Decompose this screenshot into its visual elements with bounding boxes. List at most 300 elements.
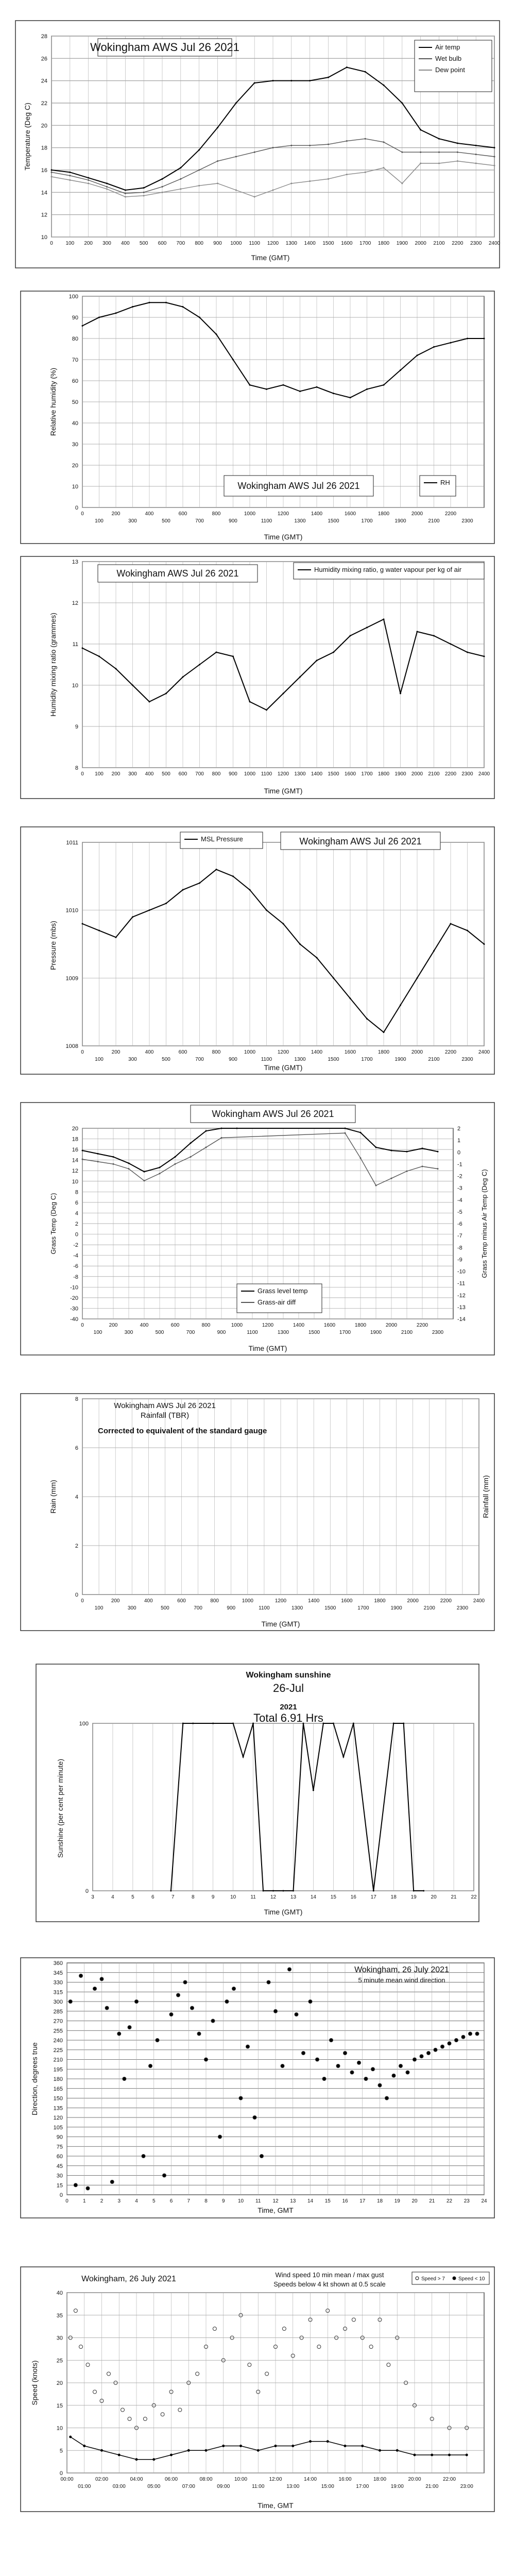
data-point xyxy=(399,2064,403,2068)
x-tick-label: 1600 xyxy=(344,1049,356,1055)
y-tick-label: 100 xyxy=(68,294,78,300)
y-tick-label: 60 xyxy=(72,378,78,384)
x-tick-label: 24 xyxy=(481,2198,487,2204)
y-right-tick-label: -1 xyxy=(457,1161,462,1168)
data-point xyxy=(199,883,200,884)
x-tick-label: 900 xyxy=(229,1057,237,1062)
x-tick-label: 1800 xyxy=(377,241,390,246)
y-tick-label: 15 xyxy=(56,2402,63,2409)
x-tick-label: 22:00 xyxy=(442,2477,456,2482)
data-point xyxy=(236,1128,238,1129)
y-right-tick-label: -5 xyxy=(457,1209,462,1215)
y-tick-label: 1008 xyxy=(65,1043,78,1049)
y-tick-label: 240 xyxy=(53,2038,63,2044)
x-tick-label: 1800 xyxy=(377,1049,390,1055)
data-point xyxy=(383,619,385,620)
x-tick-label: 11:00 xyxy=(252,2484,265,2489)
data-point xyxy=(263,1890,264,1892)
data-point xyxy=(79,1974,83,1978)
y-tick-label: -40 xyxy=(70,1316,78,1323)
sunshine-chart xyxy=(0,1659,515,1927)
x-tick-label: 09:00 xyxy=(217,2484,230,2489)
y-tick-label: -2 xyxy=(73,1242,78,1249)
data-point xyxy=(283,1890,284,1892)
x-tick-label: 800 xyxy=(212,771,221,777)
y-tick-label: 12 xyxy=(72,600,78,606)
data-point xyxy=(457,151,458,153)
x-tick-label: 1900 xyxy=(390,1605,402,1611)
x-tick-label: 1900 xyxy=(394,518,406,524)
data-point xyxy=(93,1987,97,1991)
x-tick-label: 1200 xyxy=(277,1049,289,1055)
data-point xyxy=(391,1150,392,1151)
legend-label: Wet bulb xyxy=(435,55,462,62)
y-tick-label: 10 xyxy=(56,2425,63,2432)
data-point xyxy=(82,1150,83,1151)
x-axis-label: Time, GMT xyxy=(258,2501,294,2510)
y-right-tick-label: 1 xyxy=(457,1138,461,1144)
data-point xyxy=(204,2058,208,2061)
data-point xyxy=(198,170,200,171)
data-point xyxy=(97,1153,99,1155)
wind-speed-chart xyxy=(0,2262,515,2514)
x-tick-label: 600 xyxy=(178,1049,187,1055)
x-tick-label: 2200 xyxy=(452,241,464,246)
x-tick-label: 1700 xyxy=(361,1057,373,1062)
data-point xyxy=(484,943,485,945)
y-tick-label: 345 xyxy=(53,1970,63,1976)
y-tick-label: 10 xyxy=(72,1178,78,1185)
data-point xyxy=(254,196,255,198)
data-point xyxy=(423,1890,424,1892)
data-point xyxy=(333,393,334,394)
y-tick-label: 8 xyxy=(75,1189,78,1196)
y-right-tick-label: -4 xyxy=(457,1197,462,1204)
data-point xyxy=(98,656,100,657)
data-point xyxy=(74,2183,77,2187)
data-point xyxy=(344,2052,347,2055)
y-tick-label: 195 xyxy=(53,2066,63,2073)
x-tick-label: 1 xyxy=(82,2198,86,2204)
data-point xyxy=(366,388,368,390)
x-tick-label: 600 xyxy=(178,511,187,517)
data-point xyxy=(427,2052,431,2055)
x-tick-label: 700 xyxy=(195,771,204,777)
data-point xyxy=(467,930,468,931)
y-tick-label: 25 xyxy=(56,2358,63,2364)
data-point xyxy=(253,2116,256,2120)
data-point xyxy=(97,1161,99,1162)
data-point xyxy=(235,190,237,191)
x-axis-label: Time (GMT) xyxy=(264,533,303,541)
x-tick-label: 1600 xyxy=(344,771,356,777)
rainfall-chart-panel xyxy=(0,1388,515,1636)
data-point xyxy=(246,2045,250,2048)
x-tick-label: 0 xyxy=(50,241,53,246)
data-point xyxy=(235,156,237,158)
y-tick-label: 30 xyxy=(72,442,78,448)
x-tick-label: 900 xyxy=(229,518,237,524)
x-axis-label: Time (GMT) xyxy=(264,1908,303,1916)
data-point xyxy=(162,178,163,180)
y-tick-label: 4 xyxy=(75,1494,78,1500)
y-tick-label: 20 xyxy=(72,463,78,469)
x-tick-label: 1300 xyxy=(285,241,297,246)
x-tick-label: 20:00 xyxy=(408,2477,421,2482)
data-point xyxy=(82,648,83,649)
x-tick-label: 16:00 xyxy=(338,2477,352,2482)
data-point xyxy=(365,71,366,73)
y-right-tick-label: -9 xyxy=(457,1257,462,1263)
data-point xyxy=(232,1723,234,1724)
data-point xyxy=(217,127,218,128)
y-tick-label: 8 xyxy=(75,1396,78,1402)
data-point xyxy=(125,190,126,191)
data-point xyxy=(283,923,284,925)
data-point xyxy=(88,179,89,181)
data-point xyxy=(350,997,351,999)
data-point xyxy=(494,156,495,158)
data-point xyxy=(125,193,126,194)
y-axis-label: Temperature (Deg C) xyxy=(23,103,31,171)
x-tick-label: 2200 xyxy=(444,1049,457,1055)
chart-subtitle: 5 minute mean wind direction xyxy=(358,1976,445,1984)
data-point xyxy=(299,391,301,392)
data-point xyxy=(391,1178,392,1179)
x-tick-label: 11 xyxy=(250,1894,256,1900)
wind-direction-chart xyxy=(0,1953,515,2221)
data-point xyxy=(113,1163,114,1165)
y-axis-label: Direction, degrees true xyxy=(30,2042,39,2115)
x-tick-label: 14:00 xyxy=(303,2477,317,2482)
chart-title: Wokingham AWS Jul 26 2021 xyxy=(237,481,360,491)
y-tick-label: 0 xyxy=(59,2192,63,2198)
x-tick-label: 03:00 xyxy=(112,2484,126,2489)
data-point xyxy=(82,923,83,925)
chart-title: Wokingham AWS Jul 26 2021 xyxy=(114,1401,216,1410)
data-point xyxy=(455,2039,458,2042)
data-point xyxy=(378,2083,382,2087)
data-point xyxy=(51,172,53,173)
y-tick-label: 100 xyxy=(79,1721,89,1727)
legend-label: Air temp xyxy=(435,43,460,51)
data-point xyxy=(132,916,133,918)
data-point xyxy=(484,656,485,657)
data-point xyxy=(177,1993,180,1997)
x-tick-label: 200 xyxy=(111,771,121,777)
data-point xyxy=(360,1132,362,1133)
x-tick-label: 1300 xyxy=(294,771,306,777)
rainfall-chart xyxy=(0,1388,515,1636)
data-point xyxy=(383,1031,385,1033)
x-tick-label: 21 xyxy=(451,1894,457,1900)
x-tick-label: 0 xyxy=(81,511,84,517)
data-point xyxy=(433,950,435,952)
x-tick-label: 10:00 xyxy=(234,2477,248,2482)
data-point xyxy=(365,172,366,173)
y-axis-label: Rain (mm) xyxy=(49,1480,57,1514)
data-point xyxy=(420,129,421,131)
y-tick-label: 6 xyxy=(75,1199,78,1206)
y-tick-label: -4 xyxy=(73,1252,78,1259)
data-point xyxy=(401,183,403,184)
y-right-tick-label: -11 xyxy=(457,1280,466,1287)
data-point xyxy=(142,2155,145,2158)
x-tick-label: 700 xyxy=(195,518,204,524)
x-tick-label: 00:00 xyxy=(60,2477,74,2482)
data-point xyxy=(272,190,274,191)
data-point xyxy=(190,1142,192,1144)
data-point xyxy=(165,903,167,904)
y-tick-label: 1009 xyxy=(65,975,78,982)
y-tick-label: 30 xyxy=(56,2173,63,2179)
data-point xyxy=(128,1168,130,1170)
x-tick-label: 2000 xyxy=(411,1049,423,1055)
legend-label: Grass level temp xyxy=(258,1287,308,1295)
x-tick-label: 1700 xyxy=(339,1330,351,1335)
x-tick-label: 2300 xyxy=(461,771,473,777)
x-tick-label: 17 xyxy=(370,1894,376,1900)
data-point xyxy=(290,80,292,81)
x-tick-label: 2300 xyxy=(461,1057,473,1062)
data-point xyxy=(165,302,167,303)
data-point xyxy=(183,1980,187,1984)
data-point xyxy=(162,186,163,188)
y-tick-label: 2 xyxy=(75,1221,78,1227)
y-axis-label: Grass Temp (Deg C) xyxy=(49,1193,57,1255)
data-point xyxy=(199,664,200,666)
x-tick-label: 18 xyxy=(376,2198,383,2204)
pressure-chart xyxy=(0,822,515,1079)
data-point xyxy=(68,2000,72,2004)
data-point xyxy=(467,338,468,340)
x-tick-label: 19:00 xyxy=(390,2484,404,2489)
x-tick-label: 4 xyxy=(111,1894,114,1900)
wind-direction-chart-panel xyxy=(0,1953,515,2221)
x-tick-label: 1000 xyxy=(244,511,256,517)
y-right-tick-label: -12 xyxy=(457,1292,466,1299)
data-point xyxy=(406,1171,408,1172)
x-tick-label: 12:00 xyxy=(269,2477,282,2482)
data-point xyxy=(316,2058,319,2061)
data-point xyxy=(283,693,284,694)
x-tick-label: 700 xyxy=(195,1057,204,1062)
x-tick-label: 20 xyxy=(411,2198,418,2204)
data-point xyxy=(322,2077,326,2081)
data-point xyxy=(272,80,274,81)
y-tick-label: 105 xyxy=(53,2124,63,2131)
x-tick-label: 400 xyxy=(145,511,154,517)
x-axis-label: Time (GMT) xyxy=(251,253,290,262)
y-tick-label: 9 xyxy=(75,724,78,730)
data-point xyxy=(182,676,184,678)
data-point xyxy=(383,84,385,86)
y-right-tick-label: -2 xyxy=(457,1173,462,1180)
x-tick-label: 200 xyxy=(109,1323,118,1328)
x-tick-label: 11 xyxy=(255,2198,261,2204)
y-tick-label: 60 xyxy=(56,2154,63,2160)
y-tick-label: 75 xyxy=(56,2144,63,2150)
legend-marker xyxy=(453,2277,456,2280)
data-point xyxy=(422,1166,423,1167)
x-tick-label: 200 xyxy=(111,511,121,517)
x-tick-label: 15 xyxy=(324,2198,331,2204)
x-tick-label: 1100 xyxy=(247,1330,258,1335)
data-point xyxy=(51,170,53,171)
x-axis-label: Time (GMT) xyxy=(264,787,303,795)
x-tick-label: 900 xyxy=(217,1330,226,1335)
humidity-chart xyxy=(0,286,515,549)
data-point xyxy=(232,875,234,877)
data-point xyxy=(302,2052,305,2055)
y-tick-label: 12 xyxy=(41,212,47,218)
data-point xyxy=(400,693,401,694)
x-tick-label: 1300 xyxy=(294,1057,306,1062)
data-point xyxy=(221,1128,222,1129)
data-point xyxy=(309,145,311,146)
mixing-ratio-chart-panel xyxy=(0,551,515,804)
x-tick-label: 200 xyxy=(111,1598,120,1604)
y-tick-label: -10 xyxy=(70,1284,78,1291)
x-tick-label: 19 xyxy=(410,1894,417,1900)
y-right-tick-label: -8 xyxy=(457,1245,462,1251)
x-tick-label: 1600 xyxy=(341,241,353,246)
data-point xyxy=(115,937,117,938)
x-tick-label: 2100 xyxy=(423,1605,435,1611)
pressure-chart-panel xyxy=(0,822,515,1079)
y-tick-label: 5 xyxy=(59,2448,63,2454)
x-tick-label: 1500 xyxy=(308,1330,320,1335)
data-point xyxy=(266,909,267,911)
x-tick-label: 1100 xyxy=(261,1057,272,1062)
x-tick-label: 1500 xyxy=(322,241,334,246)
data-point xyxy=(98,317,100,318)
x-tick-label: 1400 xyxy=(304,241,316,246)
data-point xyxy=(144,1180,145,1181)
data-point xyxy=(371,2067,375,2071)
data-point xyxy=(475,163,477,164)
data-point xyxy=(180,178,181,180)
x-tick-label: 600 xyxy=(178,771,187,777)
x-tick-label: 0 xyxy=(65,2198,68,2204)
data-point xyxy=(98,930,100,931)
chart-title: Wokingham, 26 July 2021 xyxy=(81,2275,176,2283)
x-tick-label: 2100 xyxy=(428,771,440,777)
data-point xyxy=(330,2039,333,2042)
y-tick-label: 150 xyxy=(53,2095,63,2102)
data-point xyxy=(117,2032,121,2036)
x-tick-label: 500 xyxy=(162,518,170,524)
y-tick-label: 80 xyxy=(72,336,78,342)
data-point xyxy=(401,151,403,153)
x-tick-label: 2300 xyxy=(470,241,482,246)
legend-label: Humidity mixing ratio, g water vapour per kg of air xyxy=(314,566,462,573)
x-tick-label: 2400 xyxy=(473,1598,485,1604)
y-right-tick-label: -6 xyxy=(457,1221,462,1227)
x-tick-label: 1700 xyxy=(357,1605,369,1611)
y-axis-right-label: Grass Temp minus Air Temp (Deg C) xyxy=(480,1169,488,1278)
x-tick-label: 100 xyxy=(93,1330,102,1335)
y-tick-label: 11 xyxy=(72,641,78,648)
y-tick-label: 1010 xyxy=(65,907,78,914)
x-tick-label: 100 xyxy=(95,518,104,524)
chart-title: Wokingham AWS Jul 26 2021 xyxy=(212,1109,334,1119)
chart-title: Wokingham AWS Jul 26 2021 xyxy=(116,568,239,579)
y-tick-label: 14 xyxy=(72,1157,78,1164)
x-tick-label: 9 xyxy=(211,1894,215,1900)
x-tick-label: 500 xyxy=(155,1330,164,1335)
y-tick-label: 70 xyxy=(72,357,78,363)
y-axis-label: Humidity mixing ratio (grammes) xyxy=(49,613,57,717)
x-tick-label: 16 xyxy=(350,1894,356,1900)
y-tick-label: 10 xyxy=(72,683,78,689)
x-tick-label: 2200 xyxy=(416,1323,428,1328)
x-tick-label: 2000 xyxy=(411,511,423,517)
data-point xyxy=(360,1157,362,1159)
x-tick-label: 1000 xyxy=(242,1598,253,1604)
x-tick-label: 23:00 xyxy=(460,2484,473,2489)
data-point xyxy=(106,186,108,188)
data-point xyxy=(69,179,71,181)
x-tick-label: 23 xyxy=(464,2198,470,2204)
x-tick-label: 500 xyxy=(162,771,170,777)
data-point xyxy=(106,188,108,190)
y-right-tick-label: -7 xyxy=(457,1233,462,1240)
x-tick-label: 3 xyxy=(117,2198,121,2204)
y-tick-label: 0 xyxy=(59,2470,63,2477)
data-point xyxy=(216,652,217,653)
x-tick-label: 800 xyxy=(212,1049,221,1055)
data-point xyxy=(450,923,452,925)
chart-title: Wokingham AWS Jul 26 2021 xyxy=(299,836,422,846)
y-right-tick-label: 0 xyxy=(457,1149,461,1156)
x-axis-label: Time (GMT) xyxy=(261,1620,300,1628)
data-point xyxy=(385,2096,389,2100)
data-point xyxy=(316,660,318,662)
x-tick-label: 1200 xyxy=(267,241,279,246)
data-point xyxy=(438,138,440,140)
y-tick-label: 120 xyxy=(53,2115,63,2121)
data-point xyxy=(51,176,53,178)
data-point xyxy=(393,1723,394,1724)
x-tick-label: 2200 xyxy=(440,1598,452,1604)
data-point xyxy=(235,103,237,104)
x-tick-label: 1900 xyxy=(394,1057,406,1062)
data-point xyxy=(328,178,329,180)
data-point xyxy=(290,145,292,146)
data-point xyxy=(123,2077,126,2081)
y-tick-label: 18 xyxy=(72,1136,78,1143)
y-tick-label: 0 xyxy=(75,1231,78,1238)
x-tick-label: 1800 xyxy=(377,771,390,777)
x-tick-label: 1300 xyxy=(291,1605,303,1611)
data-point xyxy=(475,2032,479,2036)
sunshine-chart-panel xyxy=(0,1659,515,1927)
data-point xyxy=(266,388,267,390)
x-tick-label: 1000 xyxy=(244,1049,256,1055)
x-tick-label: 01:00 xyxy=(78,2484,91,2489)
x-tick-label: 100 xyxy=(65,241,75,246)
data-point xyxy=(232,656,234,657)
data-point xyxy=(420,151,421,153)
data-point xyxy=(217,160,218,162)
data-point xyxy=(125,196,126,198)
y-tick-label: 0 xyxy=(75,1592,78,1598)
legend-label: Speed > 7 xyxy=(421,2276,445,2282)
x-tick-label: 1700 xyxy=(361,771,373,777)
data-point xyxy=(373,1890,374,1892)
data-point xyxy=(82,1159,83,1160)
